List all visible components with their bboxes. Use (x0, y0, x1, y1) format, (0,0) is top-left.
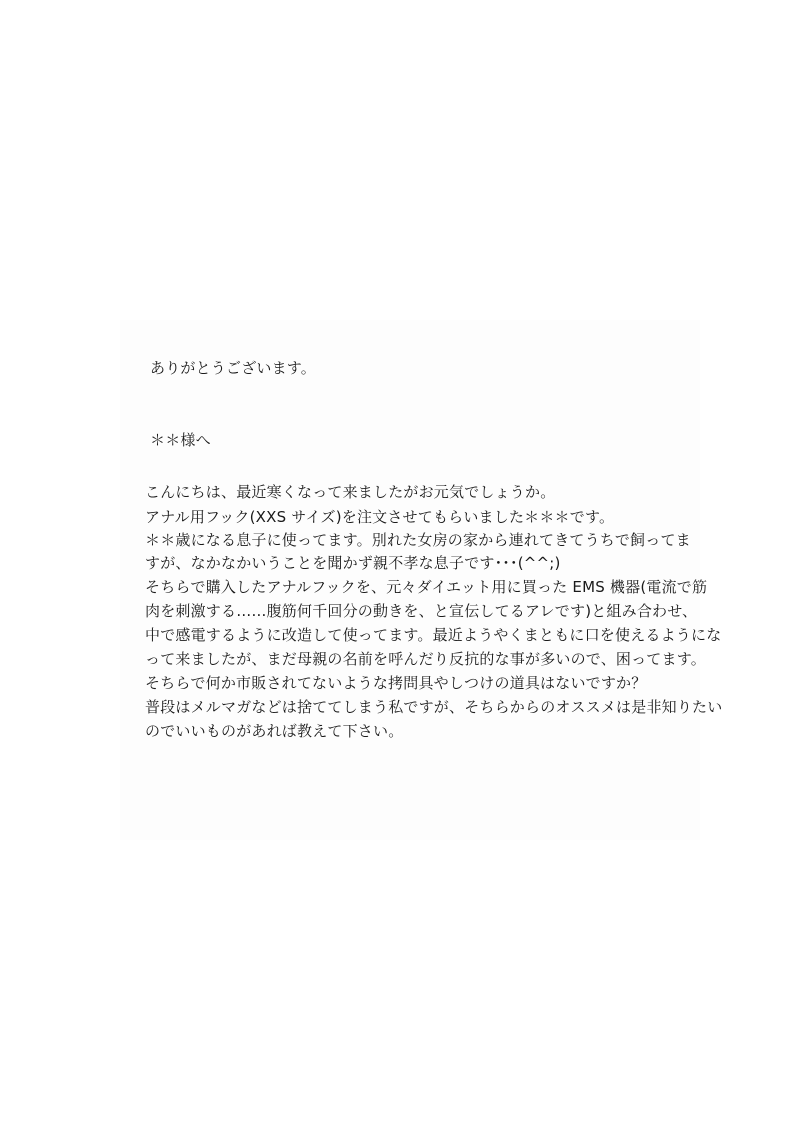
body-line: 肉を刺激する……腹筋何千回分の動きを、と宣伝してるアレです)と組み合わせ、 (145, 602, 698, 620)
body-line: ＊＊歳になる息子に使ってます。別れた女房の家から連れてきてうちで飼ってま (145, 531, 691, 549)
greeting-line: ありがとうございます。 (150, 359, 317, 377)
addressee-line: ＊＊様へ (150, 431, 211, 449)
body-line: アナル用フック(XXS サイズ)を注文させてもらいました＊＊＊です。 (145, 508, 615, 526)
body-line: すが、なかなかいうことを聞かず親不孝な息子です･･･(^^;) (145, 554, 561, 572)
body-line: 普段はメルマガなどは捨ててしまう私ですが、そちらからのオススメは是非知りたい (145, 698, 723, 716)
body-line: って来ましたが、まだ母親の名前を呼んだり反抗的な事が多いので、困ってます。 (145, 650, 706, 668)
body-line: のでいいものがあれば教えて下さい。 (145, 722, 404, 740)
body-line: こんにちは、最近寒くなって来ましたがお元気でしょうか。 (145, 483, 556, 501)
body-line: そちらで購入したアナルフックを、元々ダイエット用に買った EMS 機器(電流で筋 (145, 578, 708, 596)
body-line: そちらで何か市販されてないような拷問具やしつけの道具はないですか？ (145, 674, 647, 692)
body-line: 中で感電するように改造して使ってます。最近ようやくまともに口を使えるようにな (145, 626, 722, 644)
